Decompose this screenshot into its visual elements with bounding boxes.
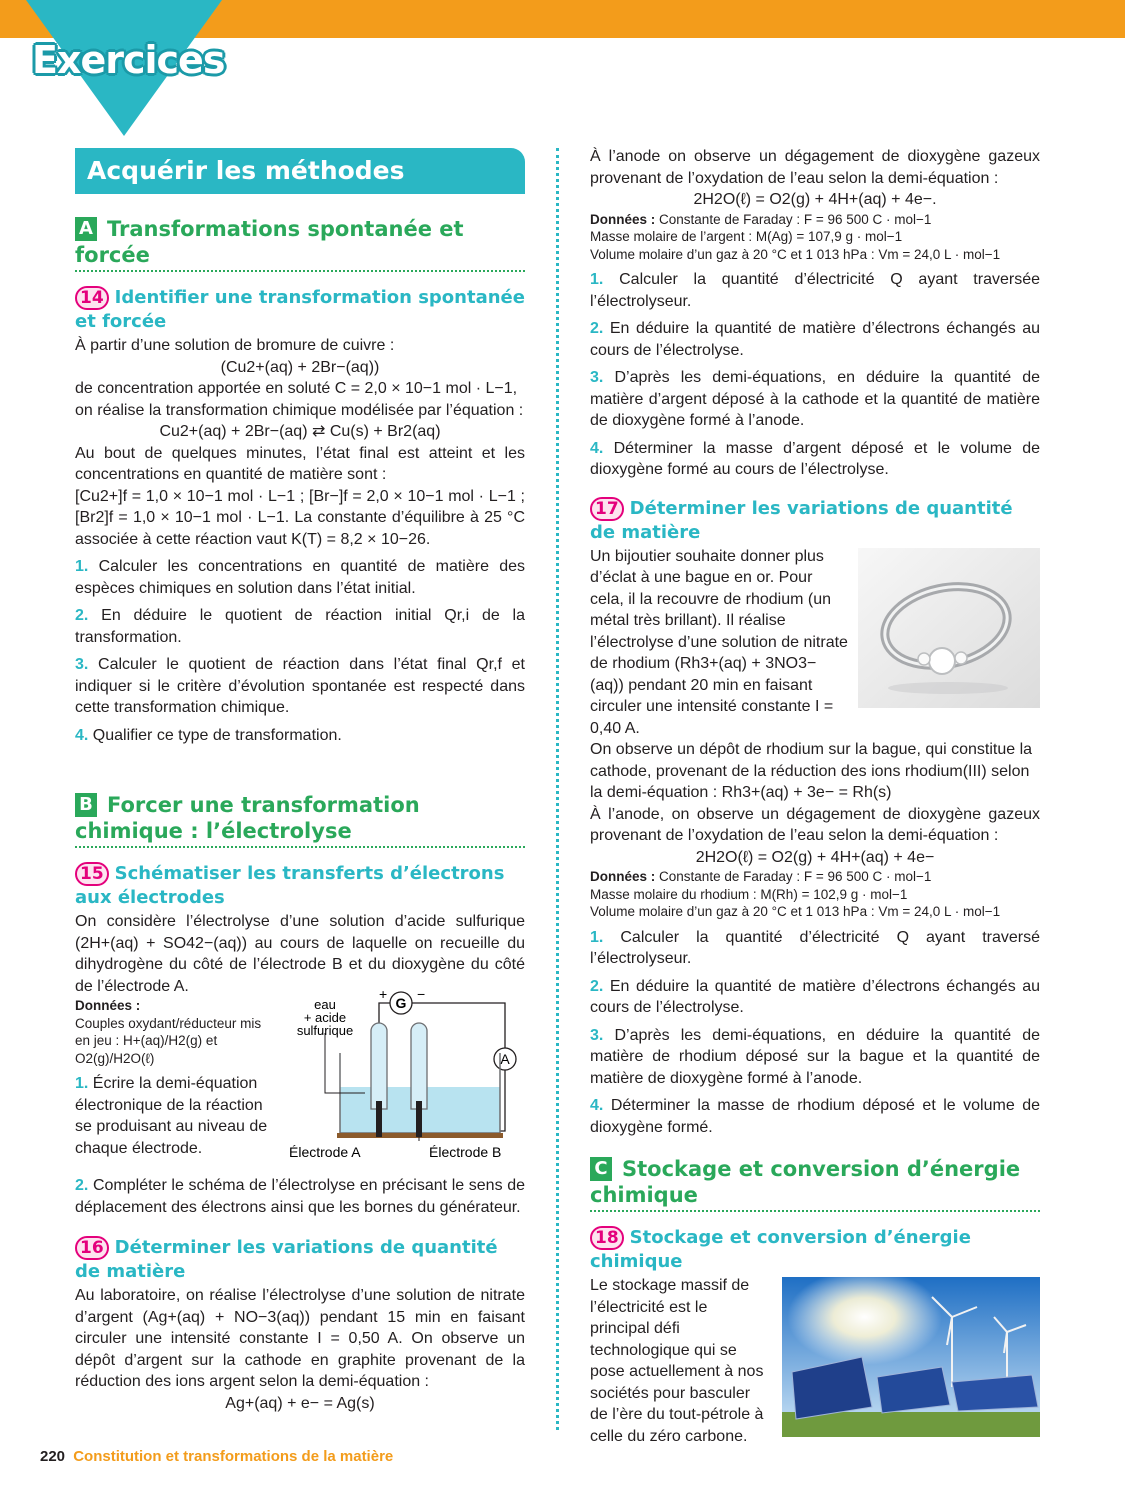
question: 3. D’après les demi-équations, en déduire la quantité de matière d’argent déposé à la cathode et la quantité de matière de dioxygène formé à l’anode. xyxy=(590,369,1040,429)
ammeter-label: A xyxy=(500,1051,510,1067)
data-text: Couples oxydant/réducteur mis en jeu : H+(aq)/H2(g) et O2(g)/H2O(ℓ) xyxy=(75,1015,262,1066)
question: 1. Calculer la quantité d’électricité Q ayant traversé l’électrolyseur. xyxy=(590,928,1040,967)
exercise-title: Identifier une transformation spontanée et forcée xyxy=(75,287,525,332)
solution-label: eau xyxy=(314,997,336,1012)
left-column xyxy=(75,148,525,1414)
test-tube-b xyxy=(411,1023,427,1109)
paragraph: À partir d’une solution de bromure de cuivre : xyxy=(75,337,395,354)
electrode-a xyxy=(376,1101,382,1137)
equation: Cu2+(aq) + 2Br−(aq) ⇄ Cu(s) + Br2(aq) xyxy=(159,423,441,440)
exercise-number: 17 xyxy=(590,497,624,521)
plus-label: + xyxy=(379,991,388,1002)
electrode-a-label: Électrode A xyxy=(289,1144,361,1160)
section-b-heading xyxy=(75,792,525,848)
exercise-title: Déterminer les variations de quantité de matière xyxy=(590,497,1013,543)
question: 2. Compléter le schéma de l’électrolyse en précisant le sens de déplacement des électrons ainsi que les bornes du générateur. xyxy=(75,1177,525,1216)
chapter-title: Constitution et transformations de la matière xyxy=(73,1448,394,1465)
page-number: 220 xyxy=(40,1448,66,1465)
generator-label: G xyxy=(395,995,407,1011)
data-line: Volume molaire d’un gaz à 20 °C et 1 013 hPa : Vm = 24,0 L · mol−1 xyxy=(590,904,1001,919)
solar-wind-photo xyxy=(782,1277,1040,1437)
page-title: Exercices xyxy=(32,38,225,82)
exercise-15-body xyxy=(75,991,525,1169)
exercise-title: Déterminer les variations de quantité de matière xyxy=(75,1237,498,1282)
section-title: Stockage et conversion d’énergie chimique xyxy=(590,1157,1021,1207)
exercise-16-heading xyxy=(75,1236,525,1283)
section-letter: B xyxy=(75,793,97,817)
section-letter: A xyxy=(75,217,97,241)
column-divider xyxy=(556,148,559,1430)
section-letter: C xyxy=(590,1157,612,1181)
exercise-number: 16 xyxy=(75,1236,109,1260)
question: 1. Écrire la demi-équation électronique de la réaction se produisant au niveau de chaque électrode. xyxy=(75,1075,268,1157)
data-label: Données : xyxy=(75,998,141,1013)
data-line: Données : Constante de Faraday : F = 96 500 C · mol−1 xyxy=(590,869,932,884)
question: 4. Qualifier ce type de transformation. xyxy=(75,726,342,744)
question: 1. Calculer les concentrations en quantité de matière des espèces chimiques en solution dans l’état initial. xyxy=(75,558,526,597)
data-line: Données : Constante de Faraday : F = 96 500 C · mol−1 xyxy=(590,211,932,227)
exercise-17-heading xyxy=(590,497,1040,544)
section-title: Forcer une transformation chimique : l’électrolyse xyxy=(75,793,420,843)
exercise-number: 15 xyxy=(75,862,109,886)
data-line: Masse molaire de l’argent : M(Ag) = 107,9 g · mol−1 xyxy=(590,229,903,244)
exercise-number: 14 xyxy=(75,286,109,310)
exercise-18-heading xyxy=(590,1226,1040,1273)
section-c-heading xyxy=(590,1156,1040,1212)
electrode-b-label: Électrode B xyxy=(429,1144,502,1160)
exercise-title: Stockage et conversion d’énergie chimique xyxy=(590,1227,971,1272)
paragraph: Le stockage massif de l’électricité est le principal défi technologique qui se pose actuellement à nos sociétés pour basculer de l’ère du tout-pétrole à celle du zéro carbone. xyxy=(590,1277,764,1445)
question: 2. En déduire le quotient de réaction initial Qr,i de la transformation. xyxy=(75,607,525,646)
question: 3. D’après les demi-équations, en déduire la quantité de matière de rhodium déposé sur la bague et la quantité de matière de dioxygène formé à l’anode. xyxy=(590,1026,1040,1087)
page-footer xyxy=(40,1448,393,1465)
paragraph: Un bijoutier souhaite donner plus d’éclat à une bague en or. Pour cela, il la recouvre de rhodium (un métal très brillant). Il réalise l’électrolyse d’une solution de nitrate de rhodium (Rh3+(aq) + 3NO3−(aq)) pendant 20 min en faisant circuler une intensité constante I = 0,40 A. xyxy=(590,547,848,737)
paragraph: À l’anode, on observe un dégagement de dioxygène gazeux provenant de l’oxydation de l’eau selon la demi-équation : xyxy=(590,805,1040,844)
paragraph: [Cu2+]f = 1,0 × 10−1 mol · L−1 ; [Br−]f = 2,0 × 10−1 mol · L−1 ; [Br2]f = 1,0 × 10−1 mol · L−1. La constante d’équilibre à 25 °C associée à cette réaction vaut K(T) = 8,2 × 10−26. xyxy=(75,487,525,548)
section-title: Transformations spontanée et forcée xyxy=(75,217,464,267)
question: 1. Calculer la quantité d’électricité Q ayant traversée l’électrolyseur. xyxy=(590,271,1041,310)
right-column xyxy=(590,146,1040,1447)
exercise-number: 18 xyxy=(590,1226,624,1250)
equation: Ag+(aq) + e− = Ag(s) xyxy=(225,1394,375,1412)
question: 3. Calculer le quotient de réaction dans l’état final Qr,f et indiquer si le critère d’évolution spontanée est respecté dans cette transformation chimique. xyxy=(75,656,525,716)
paragraph: Au laboratoire, on réalise l’électrolyse d’une solution de nitrate d’argent (Ag+(aq) + NO−3(aq)) pendant 15 min en faisant circuler une intensité constante I = 0,50 A. On observe un dépôt d’argent sur la cathode en graphite provenant de la réduction des ions argent selon la demi-équation : xyxy=(75,1287,525,1390)
question: 4. Déterminer la masse de rhodium déposé et le volume de dioxygène formé. xyxy=(590,1097,1040,1136)
equation: (Cu2+(aq) + 2Br−(aq)) xyxy=(220,358,380,376)
paragraph: on réalise la transformation chimique modélisée par l’équation : xyxy=(75,401,524,419)
solution-label: + acide xyxy=(303,1010,347,1025)
diamond xyxy=(929,648,955,674)
question: 2. En déduire la quantité de matière d’électrons échangés au cours de l’électrolyse. xyxy=(590,977,1040,1016)
solution-label: sulfurique xyxy=(296,1023,354,1038)
test-tube-a xyxy=(371,1023,387,1109)
exercise-title: Schématiser les transferts d’électrons aux électrodes xyxy=(75,863,505,908)
pointer-line xyxy=(325,1033,365,1093)
electrolysis-diagram xyxy=(285,991,525,1169)
paragraph: de concentration apportée en soluté C = 2,0 × 10−1 mol · L−1, xyxy=(75,380,518,397)
paragraph: On considère l’électrolyse d’une solution d’acide sulfurique (2H+(aq) + SO42−(aq)) au cours de laquelle on recueille du dihydrogène du côté de l’électrode B et du dioxygène du côté de l’électrode A. xyxy=(75,913,525,995)
section-a-heading xyxy=(75,216,525,272)
equation: 2H2O(ℓ) = O2(g) + 4H+(aq) + 4e− xyxy=(695,848,935,866)
exercise-15-heading xyxy=(75,862,525,909)
paragraph: On observe un dépôt de rhodium sur la bague, qui constitue la cathode, provenant de la réduction des ions rhodium(III) selon la demi-équation : Rh3+(aq) + 3e− = Rh(s) xyxy=(590,741,1033,801)
paragraph: Au bout de quelques minutes, l’état final est atteint et les concentrations en quantité de matière sont : xyxy=(75,444,525,483)
ring-photo xyxy=(858,548,1040,708)
data-line: Volume molaire d’un gaz à 20 °C et 1 013 hPa : Vm = 24,0 L · mol−1 xyxy=(590,246,1001,262)
minus-label: − xyxy=(417,991,426,1002)
equation: 2H2O(ℓ) = O2(g) + 4H+(aq) + 4e−. xyxy=(693,191,937,208)
question: 4. Déterminer la masse d’argent déposé et le volume de dioxygène formé au cours de l’électrolyse. xyxy=(590,439,1040,478)
exercise-14-heading xyxy=(75,286,525,333)
data-line: Masse molaire du rhodium : M(Rh) = 102,9 g · mol−1 xyxy=(590,886,908,902)
banner-title: Acquérir les méthodes xyxy=(75,148,525,194)
question: 2. En déduire la quantité de matière d’électrons échangés au cours de l’électrolyse. xyxy=(590,320,1040,359)
paragraph: À l’anode on observe un dégagement de dioxygène gazeux provenant de l’oxydation de l’eau selon la demi-équation : xyxy=(590,148,1040,187)
